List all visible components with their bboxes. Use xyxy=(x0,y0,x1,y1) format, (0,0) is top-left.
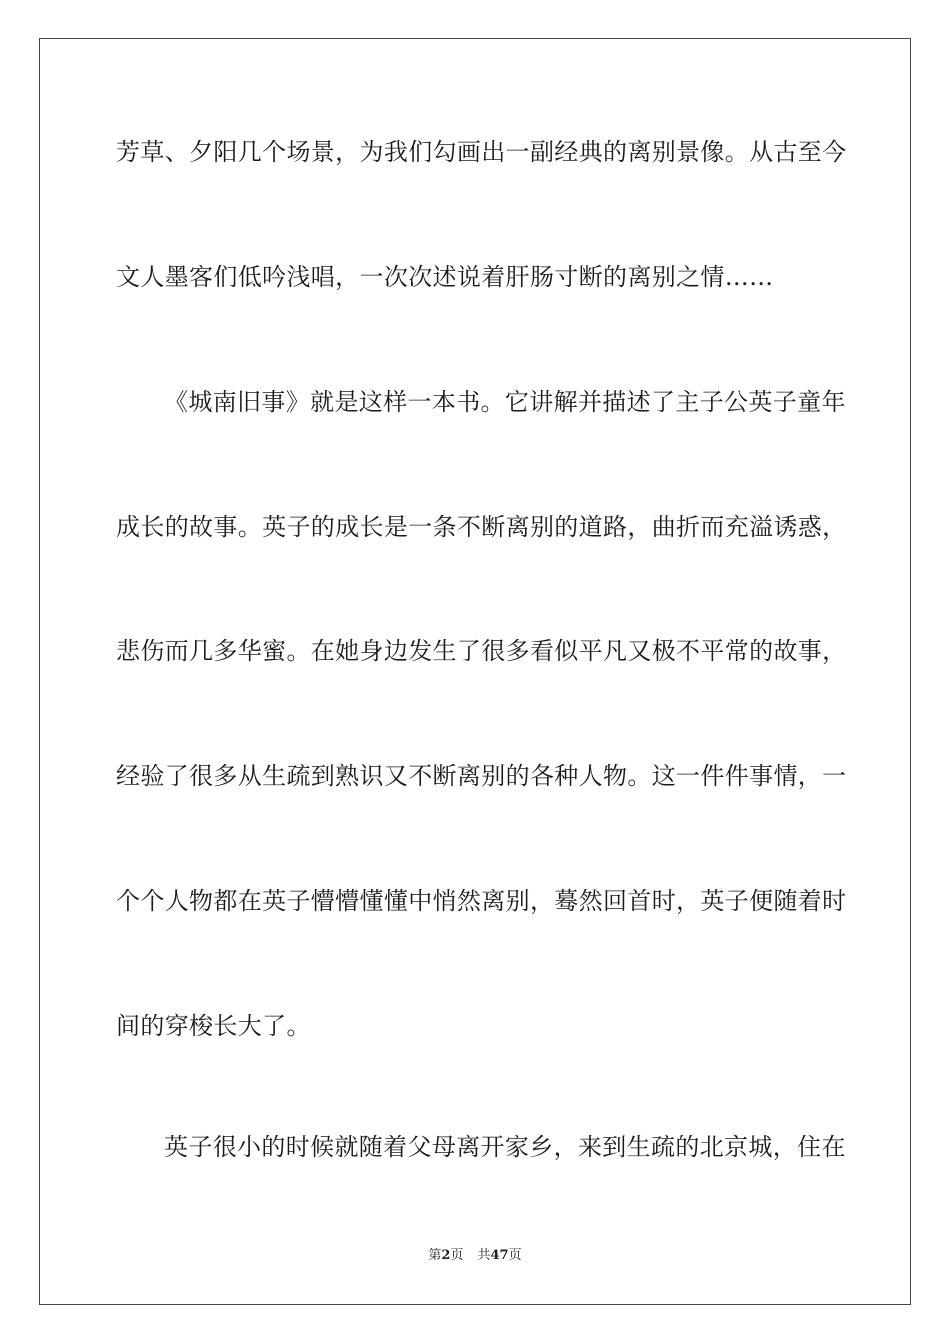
total-prefix: 共 xyxy=(477,1248,491,1263)
page-suffix: 页 xyxy=(450,1248,464,1263)
page-footer xyxy=(0,1248,950,1264)
page-border xyxy=(39,38,911,1305)
body-text-line: 悲伤而几多华蜜。在她身边发生了很多看似平凡又极不平常的故事， xyxy=(116,637,847,665)
total-pages: 47 xyxy=(490,1248,509,1263)
total-suffix: 页 xyxy=(508,1248,522,1263)
body-text-line: 间的穿梭长大了。 xyxy=(116,1012,311,1040)
body-text-line: 文人墨客们低吟浅唱，一次次述说着肝肠寸断的离别之情…… xyxy=(116,263,774,291)
body-text-line: 经验了很多从生疏到熟识又不断离别的各种人物。这一件件事情，一 xyxy=(116,762,847,790)
page-number: 2 xyxy=(441,1248,451,1263)
page-prefix: 第 xyxy=(428,1248,442,1263)
body-text-line: 芳草、夕阳几个场景，为我们勾画出一副经典的离别景像。从古至今 xyxy=(116,138,847,166)
body-text-line: 个个人物都在英子懵懵懂懂中悄然离别，蓦然回首时，英子便随着时 xyxy=(116,887,847,915)
paragraph-first-line: 《城南旧事》就是这样一本书。它讲解并描述了主子公英子童年 xyxy=(164,388,846,416)
body-text-line: 成长的故事。英子的成长是一条不断离别的道路，曲折而充溢诱惑， xyxy=(116,513,847,541)
paragraph-first-line: 英子很小的时候就随着父母离开家乡，来到生疏的北京城，住在 xyxy=(164,1133,846,1161)
